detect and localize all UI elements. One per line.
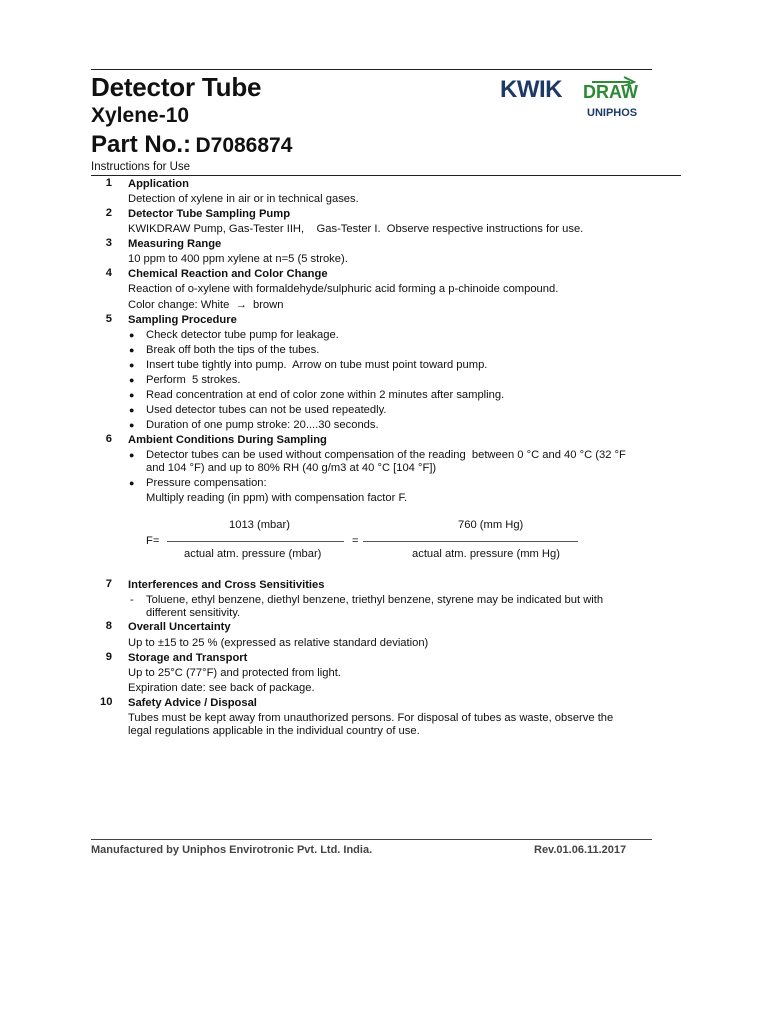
bullet-icon: ● xyxy=(129,478,135,488)
section-number: 7 xyxy=(105,578,112,590)
section-text: Tubes must be kept away from unauthorized persons. For disposal of tubes as waste, observe the xyxy=(128,712,614,724)
bullet-icon: ● xyxy=(129,330,135,340)
section-title-reaction: Chemical Reaction and Color Change xyxy=(128,268,328,280)
section-text: 10 ppm to 400 ppm xylene at n=5 (5 stroke). xyxy=(128,253,348,265)
document-subtitle: Xylene-10 xyxy=(91,104,190,127)
bullet-icon: ● xyxy=(129,390,135,400)
dash-marker: - xyxy=(130,594,134,606)
formula-denominator-mbar: actual atm. pressure (mbar) xyxy=(184,548,322,560)
logo-company: UNIPHOS xyxy=(587,107,638,119)
logo-brand-left: KWIK xyxy=(500,76,562,103)
list-item-continued: Multiply reading (in ppm) with compensation factor F. xyxy=(146,492,408,504)
section-number: 6 xyxy=(105,433,112,445)
part-number-line xyxy=(91,131,292,159)
formula-numerator-mbar: 1013 (mbar) xyxy=(229,519,290,531)
section-number: 9 xyxy=(105,651,112,663)
section-number: 2 xyxy=(105,207,112,219)
document-title: Detector Tube xyxy=(91,72,262,102)
list-item: Check detector tube pump for leakage. xyxy=(146,329,339,341)
top-rule xyxy=(91,69,652,70)
section-title-range: Measuring Range xyxy=(128,238,222,250)
bullet-icon: ● xyxy=(129,360,135,370)
list-item: Duration of one pump stroke: 20....30 seconds. xyxy=(146,419,379,431)
section-text: Detection of xylene in air or in technical gases. xyxy=(128,193,359,205)
list-item: Used detector tubes can not be used repeatedly. xyxy=(146,404,387,416)
fraction-bar xyxy=(167,541,344,542)
section-number: 5 xyxy=(105,313,112,325)
footer-rule xyxy=(91,839,652,840)
bullet-icon: ● xyxy=(129,405,135,415)
section-text: Up to ±15 to 25 % (expressed as relative standard deviation) xyxy=(128,637,429,649)
section-text: KWIKDRAW Pump, Gas-Tester IIH, Gas-Tester I. Observe respective instructions for use. xyxy=(128,223,584,235)
formula-numerator-mmhg: 760 (mm Hg) xyxy=(458,519,524,531)
logo-brand-right: DRAW xyxy=(583,82,638,102)
section-title-sampling: Sampling Procedure xyxy=(128,314,237,326)
part-number-value: D7086874 xyxy=(195,134,293,157)
instructions-label: Instructions for Use xyxy=(91,161,191,173)
footer-manufacturer: Manufactured by Uniphos Envirotronic Pvt. Ltd. India. xyxy=(91,844,373,856)
list-item: Toluene, ethyl benzene, diethyl benzene, triethyl benzene, styrene may be indicated but with xyxy=(146,594,604,606)
footer-revision: Rev.01.06.11.2017 xyxy=(534,844,627,856)
section-text: Reaction of o-xylene with formaldehyde/sulphuric acid forming a p-chinoide compound. xyxy=(128,283,559,295)
section-text: Expiration date: see back of package. xyxy=(128,682,315,694)
section-text: Up to 25°C (77°F) and protected from light. xyxy=(128,667,341,679)
list-item: Detector tubes can be used without compensation of the reading between 0 °C and 40 °C (32 °F xyxy=(146,449,626,461)
section-title-safety: Safety Advice / Disposal xyxy=(128,697,257,709)
section-title-ambient: Ambient Conditions During Sampling xyxy=(128,434,327,446)
list-item: Insert tube tightly into pump. Arrow on tube must point toward pump. xyxy=(146,359,488,371)
section-number: 10 xyxy=(100,696,113,708)
formula-equals: = xyxy=(352,535,359,547)
instructions-rule xyxy=(91,175,681,176)
kwikdraw-logo xyxy=(500,74,652,122)
section-title-uncertainty: Overall Uncertainty xyxy=(128,621,231,633)
list-item: Perform 5 strokes. xyxy=(146,374,241,386)
bullet-icon: ● xyxy=(129,375,135,385)
list-item-continued: different sensitivity. xyxy=(146,607,241,619)
bullet-icon: ● xyxy=(129,345,135,355)
list-item: Break off both the tips of the tubes. xyxy=(146,344,320,356)
formula-f-label: F= xyxy=(146,535,160,547)
section-title-storage: Storage and Transport xyxy=(128,652,248,664)
list-item: Read concentration at end of color zone within 2 minutes after sampling. xyxy=(146,389,505,401)
section-number: 1 xyxy=(105,177,112,189)
section-text: legal regulations applicable in the individual country of use. xyxy=(128,725,420,737)
section-number: 8 xyxy=(105,620,112,632)
section-number: 3 xyxy=(105,237,112,249)
part-number-label: Part No.: xyxy=(91,131,192,158)
section-title-application: Application xyxy=(128,178,189,190)
fraction-bar xyxy=(363,541,578,542)
bullet-icon: ● xyxy=(129,420,135,430)
section-number: 4 xyxy=(105,267,112,279)
color-change-text: Color change: White → brown xyxy=(128,299,284,311)
formula-denominator-mmhg: actual atm. pressure (mm Hg) xyxy=(412,548,560,560)
section-title-pump: Detector Tube Sampling Pump xyxy=(128,208,291,220)
list-item: Pressure compensation: xyxy=(146,477,267,489)
section-title-interferences: Interferences and Cross Sensitivities xyxy=(128,579,325,591)
bullet-icon: ● xyxy=(129,450,135,460)
list-item-continued: and 104 °F) and up to 80% RH (40 g/m3 at 40 °C [104 °F]) xyxy=(146,462,437,474)
